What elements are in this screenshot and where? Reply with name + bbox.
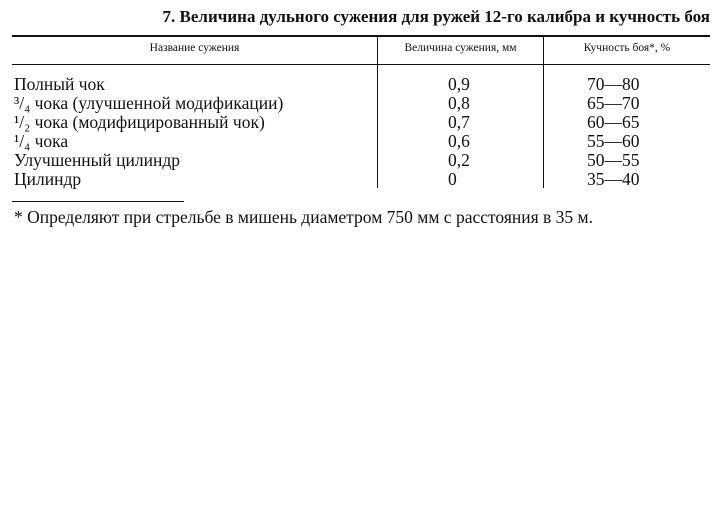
table-row — [0, 132, 718, 151]
header-divider-rule — [12, 64, 710, 65]
choke-value: 0,9 — [448, 74, 470, 94]
footnote: * Определяют при стрельбе в мишень диаметром 750 мм с расстояния в 35 м. — [14, 207, 594, 227]
column-header-accuracy: Кучность боя*, % — [583, 42, 671, 54]
table-title: 7. Величина дульного сужения для ружей 12-го калибра и кучность боя — [162, 7, 710, 26]
choke-value: 0,6 — [448, 131, 470, 151]
choke-accuracy: 55—60 — [587, 131, 640, 151]
choke-name: Улучшенный цилиндр — [14, 150, 181, 170]
choke-accuracy: 35—40 — [587, 169, 640, 189]
choke-value: 0,2 — [448, 150, 470, 170]
choke-value: 0,8 — [448, 93, 470, 113]
choke-accuracy: 65—70 — [587, 93, 640, 113]
choke-name: Полный чок — [14, 74, 105, 94]
table-top-rule — [12, 35, 710, 37]
table-row — [0, 170, 718, 189]
table-row — [0, 75, 718, 94]
table-row — [0, 151, 718, 170]
column-header-name: Название сужения — [149, 42, 240, 54]
choke-name: Цилиндр — [14, 169, 82, 189]
choke-accuracy: 70—80 — [587, 74, 640, 94]
choke-accuracy: 60—65 — [587, 112, 640, 132]
column-header-value: Величина сужения, мм — [404, 42, 517, 54]
choke-name: ³/₄ чока (улучшенной модификации) — [14, 93, 284, 113]
footnote-rule — [12, 201, 184, 202]
choke-value: 0 — [448, 169, 457, 189]
table-body — [0, 75, 718, 189]
choke-accuracy: 50—55 — [587, 150, 640, 170]
choke-value: 0,7 — [448, 112, 470, 132]
choke-name: ¹/₂ чока (модифицированный чок) — [14, 112, 265, 132]
table-row — [0, 94, 718, 113]
choke-name: ¹/₄ чока — [14, 131, 69, 151]
table-row — [0, 113, 718, 132]
